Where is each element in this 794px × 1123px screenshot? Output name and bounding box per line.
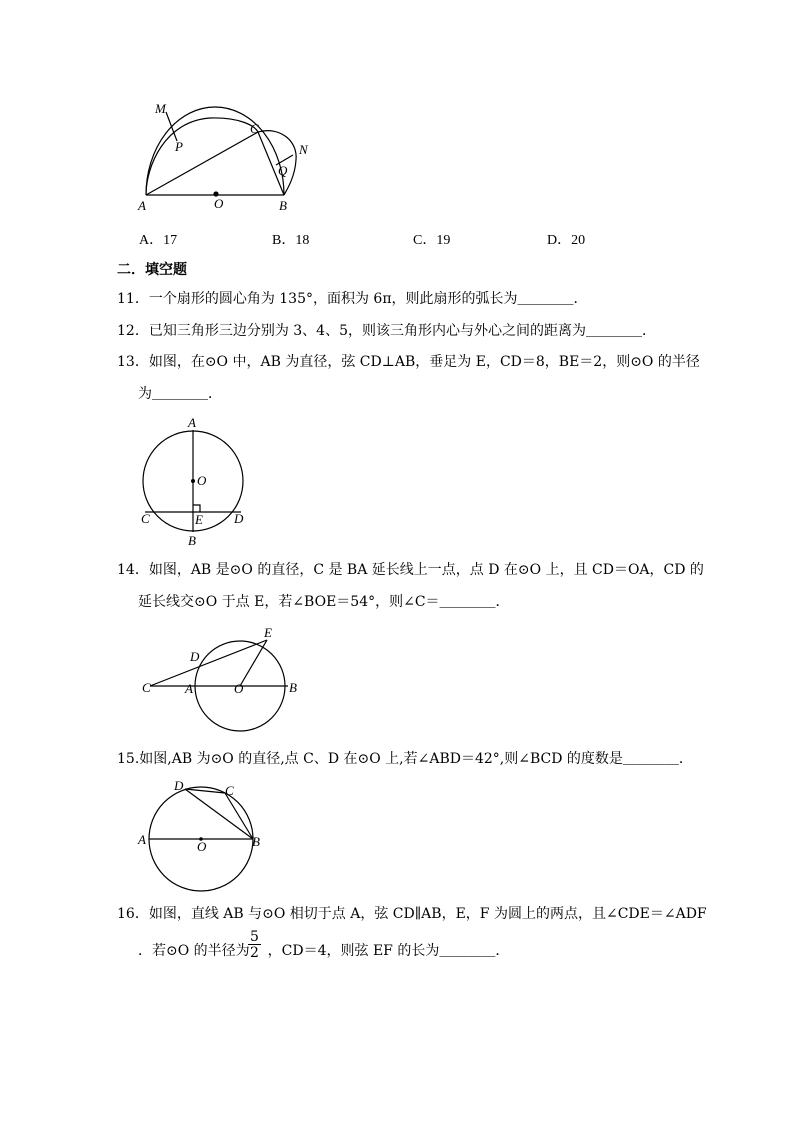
label-b: B <box>252 834 260 849</box>
label-c: C <box>225 783 234 798</box>
segment-oe <box>240 640 267 686</box>
arc-ac <box>146 118 258 195</box>
question-16-line2 <box>138 941 509 961</box>
question-14-line1: 14．如图，AB 是⊙O 的直径，C 是 BA 延长线上一点，点 D 在⊙O 上，且 CD＝OA，CD 的 <box>117 562 704 578</box>
figure-circle-secant <box>138 624 308 734</box>
label-d: D <box>190 649 200 664</box>
choice-b-letter: B． <box>272 233 296 248</box>
choice-b[interactable] <box>272 229 309 249</box>
radius-fraction <box>248 930 261 961</box>
figure-circle-chord <box>134 415 254 550</box>
choice-a-letter: A． <box>139 233 164 248</box>
label-p: P <box>175 139 183 154</box>
label-e: E <box>264 625 272 640</box>
label-m: M <box>155 101 166 116</box>
label-q: Q <box>278 163 288 178</box>
label-o: O <box>197 473 207 488</box>
label-o: O <box>197 839 207 854</box>
semicircle-diameter-ab <box>146 107 284 195</box>
question-15: 15.如图,AB 为⊙O 的直径,点 C、D 在⊙O 上,若∠ABD＝42°,则∠BCD 的度数是＿＿＿＿． <box>117 751 693 767</box>
choice-a[interactable] <box>139 229 177 249</box>
label-c: C <box>141 511 150 526</box>
label-e: E <box>195 512 203 527</box>
label-n: N <box>299 142 308 157</box>
choice-d[interactable] <box>547 229 585 249</box>
choice-d-value: 20 <box>571 233 586 248</box>
question-13-line2: 为＿＿＿＿． <box>138 386 222 402</box>
section-title: 二．填空题 <box>117 262 187 278</box>
label-o: O <box>234 681 244 696</box>
label-a: A <box>188 415 196 430</box>
label-c: C <box>250 121 259 136</box>
label-b: B <box>188 533 196 548</box>
figure-circle-inscribed <box>134 778 269 893</box>
chord-cb <box>225 793 253 839</box>
label-c: C <box>142 680 151 695</box>
label-a: A <box>138 832 146 847</box>
label-o: O <box>214 196 224 211</box>
label-d: D <box>234 511 244 526</box>
label-b: B <box>289 680 297 695</box>
choice-c[interactable] <box>413 229 450 249</box>
question-14-line2: 延长线交⊙O 于点 E，若∠BOE＝54°，则∠C＝＿＿＿＿． <box>138 594 510 610</box>
question-11: 11．一个扇形的圆心角为 135°，面积为 6π，则此扇形的弧长为＿＿＿＿． <box>117 291 588 307</box>
chord-db <box>185 789 253 839</box>
question-16-prefix: ．若⊙O 的半径为 <box>138 943 250 959</box>
choice-c-letter: C． <box>413 233 437 248</box>
question-12: 12．已知三角形三边分别为 3、4、5，则该三角形内心与外心之间的距离为＿＿＿＿． <box>117 323 656 339</box>
fraction-denominator: 2 <box>250 945 259 961</box>
chord-ac <box>146 132 258 195</box>
label-a: A <box>185 681 193 696</box>
label-a: A <box>138 198 146 213</box>
line-ce <box>150 640 267 686</box>
question-16-suffix: ，CD＝4，则弦 EF 的长为＿＿＿＿． <box>267 943 510 959</box>
segment-mp <box>166 112 177 141</box>
fraction-numerator: 5 <box>250 929 259 945</box>
label-b: B <box>279 198 287 213</box>
choice-c-value: 19 <box>436 233 451 248</box>
question-16-line1: 16．如图，直线 AB 与⊙O 相切于点 A，弦 CD∥AB，E，F 为圆上的两点，且∠CDE＝∠ADF <box>117 906 707 922</box>
choice-a-value: 17 <box>163 233 178 248</box>
label-d: D <box>174 778 184 793</box>
question-13-line1: 13．如图，在⊙O 中，AB 为直径，弦 CD⊥AB，垂足为 E，CD＝8，BE＝2，则⊙O 的半径 <box>117 354 700 370</box>
figure-semicircles <box>130 96 320 216</box>
right-angle-mark <box>193 505 200 512</box>
center-point-o <box>191 479 195 483</box>
choice-b-value: 18 <box>295 233 310 248</box>
choice-d-letter: D． <box>547 233 572 248</box>
